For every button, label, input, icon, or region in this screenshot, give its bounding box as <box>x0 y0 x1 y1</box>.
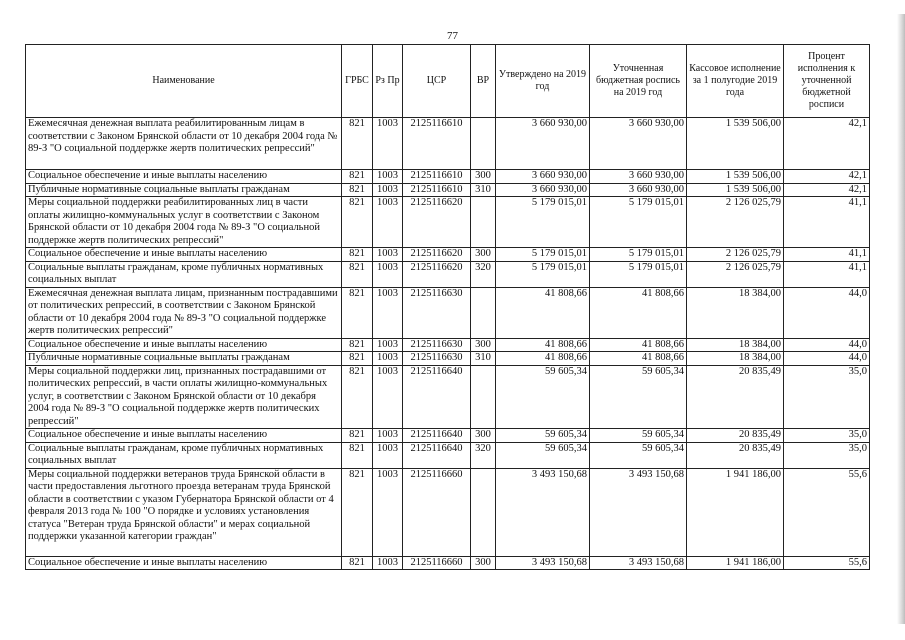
row-rzpr: 1003 <box>373 118 403 170</box>
row-name: Ежемесячная денежная выплата реабилитированным лицам в соответствии с Законом Брянской области от 10 декабря 2004 года № 89-З "О социальной поддержке жертв политических репрессий" <box>26 118 342 170</box>
row-revised: 41 808,66 <box>590 338 687 352</box>
row-vr: 310 <box>471 352 496 366</box>
row-rzpr: 1003 <box>373 338 403 352</box>
row-revised: 3 493 150,68 <box>590 468 687 556</box>
table-row <box>26 352 870 366</box>
table-row <box>26 287 870 338</box>
row-csr: 2125116630 <box>403 287 471 338</box>
row-grbs: 821 <box>342 468 373 556</box>
row-rzpr: 1003 <box>373 248 403 262</box>
row-percent: 35,0 <box>784 365 870 429</box>
row-approved: 3 493 150,68 <box>496 556 590 570</box>
row-percent: 42,1 <box>784 183 870 197</box>
row-grbs: 821 <box>342 365 373 429</box>
table-row <box>26 442 870 468</box>
row-vr: 300 <box>471 248 496 262</box>
row-revised: 59 605,34 <box>590 365 687 429</box>
row-approved: 41 808,66 <box>496 287 590 338</box>
header-grbs: ГРБС <box>342 45 373 118</box>
row-cash: 1 539 506,00 <box>687 170 784 184</box>
table-row <box>26 429 870 443</box>
row-name: Меры социальной поддержки реабилитированных лиц в части оплаты жилищно-коммунальных услуг в соответствии с Законом Брянской области от 10 декабря 2004 года № 89-З "О социальной поддержке жертв политических репрессий" <box>26 197 342 248</box>
page-number: 77 <box>447 30 458 42</box>
row-cash: 2 126 025,79 <box>687 261 784 287</box>
table-row <box>26 556 870 570</box>
row-rzpr: 1003 <box>373 468 403 556</box>
row-csr: 2125116610 <box>403 170 471 184</box>
table-row <box>26 183 870 197</box>
row-grbs: 821 <box>342 442 373 468</box>
table-row <box>26 468 870 556</box>
row-revised: 5 179 015,01 <box>590 248 687 262</box>
row-vr: 300 <box>471 338 496 352</box>
row-percent: 55,6 <box>784 468 870 556</box>
row-revised: 41 808,66 <box>590 287 687 338</box>
row-vr: 320 <box>471 442 496 468</box>
header-cash: Кассовое исполнение за 1 полугодие 2019 года <box>687 45 784 118</box>
row-vr <box>471 197 496 248</box>
row-csr: 2125116620 <box>403 261 471 287</box>
table-row <box>26 118 870 170</box>
row-rzpr: 1003 <box>373 352 403 366</box>
row-vr <box>471 287 496 338</box>
row-rzpr: 1003 <box>373 197 403 248</box>
row-vr <box>471 118 496 170</box>
row-cash: 1 539 506,00 <box>687 118 784 170</box>
row-revised: 3 660 930,00 <box>590 170 687 184</box>
row-cash: 2 126 025,79 <box>687 248 784 262</box>
page-edge-shadow <box>897 14 905 624</box>
row-approved: 3 660 930,00 <box>496 118 590 170</box>
row-percent: 41,1 <box>784 248 870 262</box>
row-rzpr: 1003 <box>373 287 403 338</box>
row-name: Социальное обеспечение и иные выплаты населению <box>26 556 342 570</box>
row-percent: 41,1 <box>784 197 870 248</box>
row-percent: 44,0 <box>784 287 870 338</box>
row-csr: 2125116610 <box>403 118 471 170</box>
header-revised: Уточненная бюджетная роспись на 2019 год <box>590 45 687 118</box>
header-percent: Процент исполнения к уточненной бюджетной росписи <box>784 45 870 118</box>
row-vr <box>471 468 496 556</box>
row-cash: 1 941 186,00 <box>687 468 784 556</box>
row-percent: 55,6 <box>784 556 870 570</box>
table-header-row <box>26 45 870 118</box>
row-csr: 2125116640 <box>403 429 471 443</box>
row-cash: 20 835,49 <box>687 429 784 443</box>
row-csr: 2125116620 <box>403 248 471 262</box>
row-approved: 59 605,34 <box>496 442 590 468</box>
table-row <box>26 365 870 429</box>
row-cash: 18 384,00 <box>687 287 784 338</box>
row-revised: 3 660 930,00 <box>590 183 687 197</box>
row-csr: 2125116640 <box>403 442 471 468</box>
row-name: Социальное обеспечение и иные выплаты населению <box>26 338 342 352</box>
row-name: Социальное обеспечение и иные выплаты населению <box>26 248 342 262</box>
table-row <box>26 261 870 287</box>
row-revised: 5 179 015,01 <box>590 261 687 287</box>
header-name: Наименование <box>26 45 342 118</box>
row-csr: 2125116640 <box>403 365 471 429</box>
header-approved: Утверждено на 2019 год <box>496 45 590 118</box>
row-name: Публичные нормативные социальные выплаты гражданам <box>26 352 342 366</box>
row-revised: 59 605,34 <box>590 442 687 468</box>
budget-table <box>25 44 870 570</box>
row-grbs: 821 <box>342 556 373 570</box>
row-rzpr: 1003 <box>373 365 403 429</box>
row-cash: 1 539 506,00 <box>687 183 784 197</box>
header-vr: ВР <box>471 45 496 118</box>
row-grbs: 821 <box>342 197 373 248</box>
row-cash: 18 384,00 <box>687 338 784 352</box>
row-csr: 2125116630 <box>403 352 471 366</box>
row-name: Социальное обеспечение и иные выплаты населению <box>26 170 342 184</box>
row-revised: 41 808,66 <box>590 352 687 366</box>
table-row <box>26 338 870 352</box>
row-cash: 20 835,49 <box>687 442 784 468</box>
row-approved: 3 660 930,00 <box>496 183 590 197</box>
table-row <box>26 197 870 248</box>
row-rzpr: 1003 <box>373 429 403 443</box>
row-name: Социальное обеспечение и иные выплаты населению <box>26 429 342 443</box>
row-grbs: 821 <box>342 183 373 197</box>
row-vr: 300 <box>471 170 496 184</box>
row-grbs: 821 <box>342 338 373 352</box>
row-percent: 41,1 <box>784 261 870 287</box>
row-approved: 3 660 930,00 <box>496 170 590 184</box>
row-grbs: 821 <box>342 248 373 262</box>
row-rzpr: 1003 <box>373 442 403 468</box>
row-approved: 5 179 015,01 <box>496 248 590 262</box>
table-row <box>26 248 870 262</box>
row-percent: 42,1 <box>784 118 870 170</box>
row-vr: 320 <box>471 261 496 287</box>
header-csr: ЦСР <box>403 45 471 118</box>
row-name: Социальные выплаты гражданам, кроме публичных нормативных социальных выплат <box>26 442 342 468</box>
row-percent: 44,0 <box>784 338 870 352</box>
row-grbs: 821 <box>342 352 373 366</box>
row-grbs: 821 <box>342 429 373 443</box>
row-approved: 41 808,66 <box>496 352 590 366</box>
row-cash: 2 126 025,79 <box>687 197 784 248</box>
row-vr <box>471 365 496 429</box>
row-approved: 5 179 015,01 <box>496 197 590 248</box>
row-grbs: 821 <box>342 287 373 338</box>
row-cash: 18 384,00 <box>687 352 784 366</box>
row-percent: 44,0 <box>784 352 870 366</box>
row-grbs: 821 <box>342 118 373 170</box>
row-approved: 59 605,34 <box>496 365 590 429</box>
row-approved: 41 808,66 <box>496 338 590 352</box>
table-row <box>26 170 870 184</box>
row-cash: 1 941 186,00 <box>687 556 784 570</box>
row-csr: 2125116660 <box>403 556 471 570</box>
row-rzpr: 1003 <box>373 556 403 570</box>
row-approved: 59 605,34 <box>496 429 590 443</box>
row-csr: 2125116610 <box>403 183 471 197</box>
row-vr: 300 <box>471 429 496 443</box>
row-revised: 5 179 015,01 <box>590 197 687 248</box>
row-csr: 2125116630 <box>403 338 471 352</box>
row-vr: 300 <box>471 556 496 570</box>
row-name: Меры социальной поддержки ветеранов труда Брянской области в части предоставления льготного проезда ветеранам труда Брянской области в соответствии с указом Губернатора Брянской области от 4 февраля 2013 года № 100 "О порядке и условиях установления статуса "Ветеран труда Брянской области" и мерах социальной поддержки указанной категории граждан" <box>26 468 342 556</box>
row-grbs: 821 <box>342 170 373 184</box>
row-rzpr: 1003 <box>373 183 403 197</box>
row-name: Ежемесячная денежная выплата лицам, признанным пострадавшими от политических репрессий, в соответствии с Законом Брянской области от 10 декабря 2004 года № 89-З "О социальной поддержке жертв политических репрессий" <box>26 287 342 338</box>
row-grbs: 821 <box>342 261 373 287</box>
row-name: Меры социальной поддержки лиц, признанных пострадавшими от политических репрессий, в части оплаты жилищно-коммунальных услуг, в соответствии с Законом Брянской области от 10 декабря 2004 года № 89-З "О социальной поддержке жертв политических репрессий" <box>26 365 342 429</box>
row-csr: 2125116620 <box>403 197 471 248</box>
row-revised: 3 660 930,00 <box>590 118 687 170</box>
row-approved: 3 493 150,68 <box>496 468 590 556</box>
row-cash: 20 835,49 <box>687 365 784 429</box>
header-rzpr: Рз Пр <box>373 45 403 118</box>
row-name: Социальные выплаты гражданам, кроме публичных нормативных социальных выплат <box>26 261 342 287</box>
row-name: Публичные нормативные социальные выплаты гражданам <box>26 183 342 197</box>
row-percent: 35,0 <box>784 429 870 443</box>
row-percent: 35,0 <box>784 442 870 468</box>
row-vr: 310 <box>471 183 496 197</box>
row-csr: 2125116660 <box>403 468 471 556</box>
row-revised: 59 605,34 <box>590 429 687 443</box>
row-rzpr: 1003 <box>373 170 403 184</box>
row-approved: 5 179 015,01 <box>496 261 590 287</box>
row-percent: 42,1 <box>784 170 870 184</box>
row-rzpr: 1003 <box>373 261 403 287</box>
row-revised: 3 493 150,68 <box>590 556 687 570</box>
